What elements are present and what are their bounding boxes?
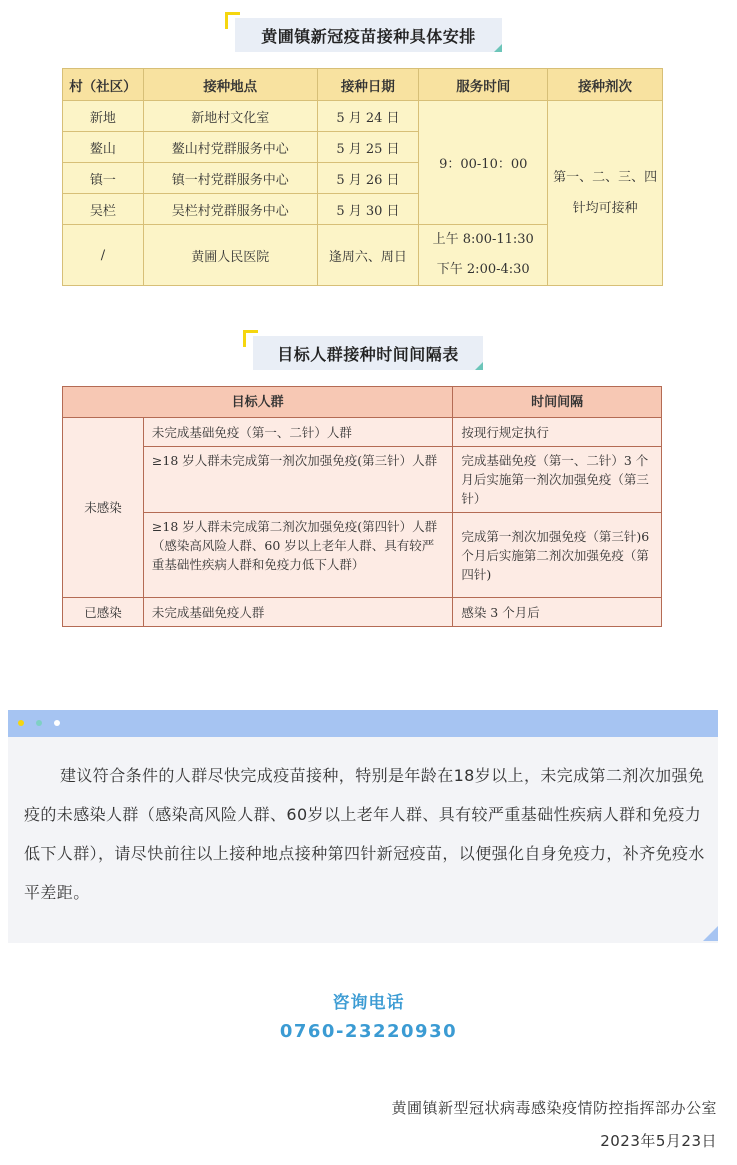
location-cell: 新地村文化室 <box>143 101 317 132</box>
table-header-row <box>63 387 662 418</box>
header-service-time: 服务时间 <box>419 69 548 101</box>
decorative-dot <box>36 720 42 726</box>
table-row <box>63 447 662 513</box>
uninfected-label: 未感染 <box>63 418 144 598</box>
decorative-dot <box>18 720 24 726</box>
service-time-cell <box>419 225 548 286</box>
dose-text: 第一、二、三、四针均可接种 <box>553 170 658 216</box>
date-cell: 5 月 30 日 <box>317 194 419 225</box>
header-date: 接种日期 <box>317 69 419 101</box>
advice-text: 建议符合条件的人群尽快完成疫苗接种，特别是年龄在18岁以上，未完成第二剂次加强免疫的未感染人群（感染高风险人群、60岁以上老年人群、具有较严重基础性疾病人群和免疫力低下人群），请尽快前往以上接种地点接种第四针新冠疫苗，以便强化自身免疫力，补齐免疫水平差距。 <box>24 766 705 902</box>
location-cell: 黄圃人民医院 <box>143 225 317 286</box>
group-cell: 未完成基础免疫（第一、二针）人群 <box>143 418 452 447</box>
decorative-dot <box>54 720 60 726</box>
title-corner-decoration <box>475 362 483 370</box>
advice-header-bar <box>8 710 718 737</box>
date-cell: 5 月 26 日 <box>317 163 419 194</box>
contact-label: 咨询电话 <box>332 993 405 1013</box>
location-cell: 镇一村党群服务中心 <box>143 163 317 194</box>
vaccination-schedule-table <box>62 68 663 286</box>
group-cell: ≥18 岁人群未完成第一剂次加强免疫(第三针）人群 <box>143 447 452 513</box>
contact-phone[interactable]: 0760-23220930 <box>279 1021 458 1042</box>
table-header-row <box>63 69 663 101</box>
interval-title-text: 目标人群接种时间间隔表 <box>253 336 483 370</box>
village-cell: 鳌山 <box>63 132 144 163</box>
signature-organization: 黄圃镇新型冠状病毒感染疫情防控指挥部办公室 <box>391 1099 717 1117</box>
header-target-group: 目标人群 <box>63 387 453 418</box>
header-interval: 时间间隔 <box>453 387 662 418</box>
interval-table <box>62 386 662 627</box>
service-time-cell: 9：00-10：00 <box>419 101 548 225</box>
dose-cell <box>548 101 663 286</box>
table-row <box>63 418 662 447</box>
group-cell: 未完成基础免疫人群 <box>143 598 452 627</box>
date-cell: 5 月 24 日 <box>317 101 419 132</box>
group-cell: ≥18 岁人群未完成第二剂次加强免疫(第四针）人群（感染高风险人群、60 岁以上老年人群、具有较严重基础性疾病人群和免疫力低下人群） <box>143 513 452 598</box>
header-village: 村（社区） <box>63 69 144 101</box>
header-location: 接种地点 <box>143 69 317 101</box>
location-cell: 鳌山村党群服务中心 <box>143 132 317 163</box>
time-pm: 下午 2:00-4:30 <box>436 262 530 277</box>
title-corner-decoration <box>494 44 502 52</box>
header-dose: 接种剂次 <box>548 69 663 101</box>
village-cell: 新地 <box>63 101 144 132</box>
date-cell: 逢周六、周日 <box>317 225 419 286</box>
interval-cell: 感染 3 个月后 <box>453 598 662 627</box>
table-row <box>63 598 662 627</box>
interval-cell: 按现行规定执行 <box>453 418 662 447</box>
interval-section-title <box>243 330 483 370</box>
date-cell: 5 月 25 日 <box>317 132 419 163</box>
schedule-title-text: 黄圃镇新冠疫苗接种具体安排 <box>235 18 502 52</box>
table-row <box>63 513 662 598</box>
interval-cell: 完成基础免疫（第一、二针）3 个月后实施第一剂次加强免疫（第三针） <box>453 447 662 513</box>
table-row <box>63 101 663 132</box>
village-cell: 镇一 <box>63 163 144 194</box>
schedule-section-title <box>225 12 502 52</box>
time-am: 上午 8:00-11:30 <box>432 232 534 247</box>
interval-cell: 完成第一剂次加强免疫（第三针)6 个月后实施第二剂次加强免疫（第四针) <box>453 513 662 598</box>
village-cell: 吴栏 <box>63 194 144 225</box>
location-cell: 吴栏村党群服务中心 <box>143 194 317 225</box>
signature-date: 2023年5月23日 <box>600 1132 717 1150</box>
infected-label: 已感染 <box>63 598 144 627</box>
village-cell: / <box>63 225 144 286</box>
advice-corner-decoration <box>703 926 718 941</box>
